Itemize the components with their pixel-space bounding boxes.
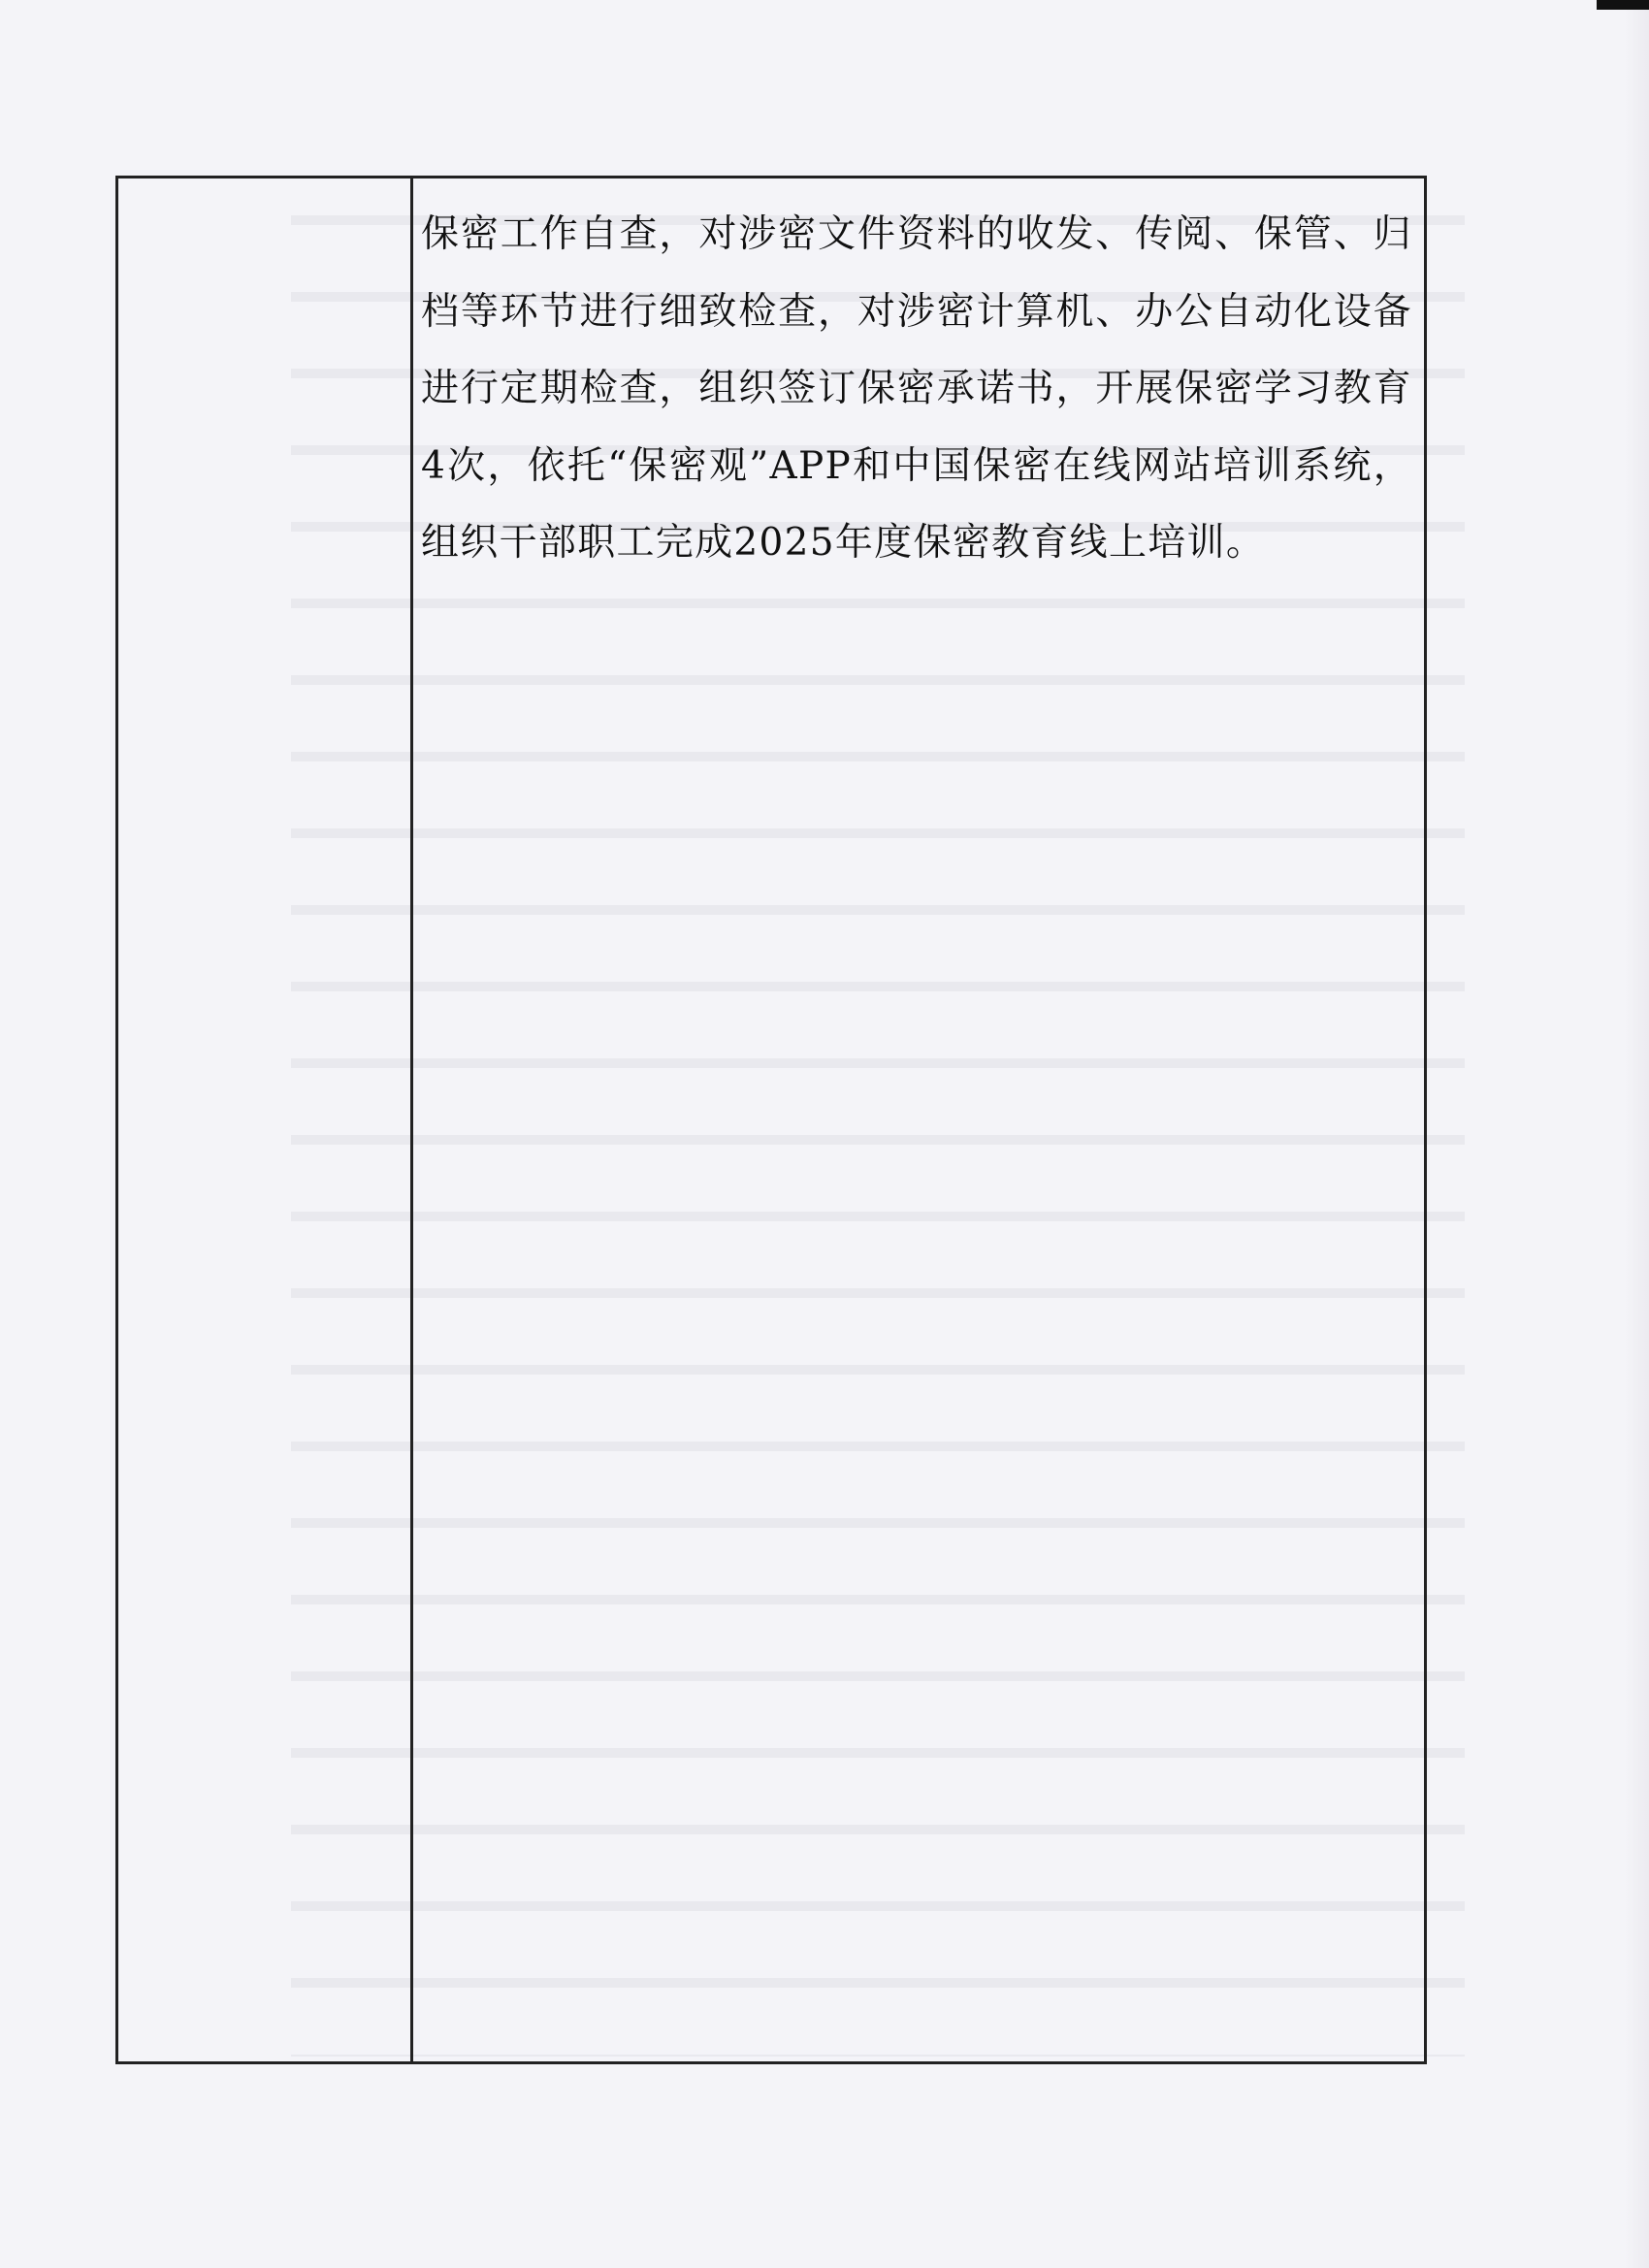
table-right-cell <box>413 178 1424 2061</box>
cell-paragraph: 保密工作自查，对涉密文件资料的收发、传阅、保管、归档等环节进行细致检查，对涉密计算机、办公自动化设备进行定期检查，组织签订保密承诺书，开展保密学习教育4次，依托“保密观”APP和中国保密在线网站培训系统，组织干部职工完成2025年度保密教育线上培训。 <box>421 212 1412 565</box>
page-edge-shadow <box>1624 0 1649 2268</box>
scan-edge-mark <box>1597 0 1649 10</box>
table-left-cell <box>118 178 413 2061</box>
content-table <box>115 176 1427 2064</box>
